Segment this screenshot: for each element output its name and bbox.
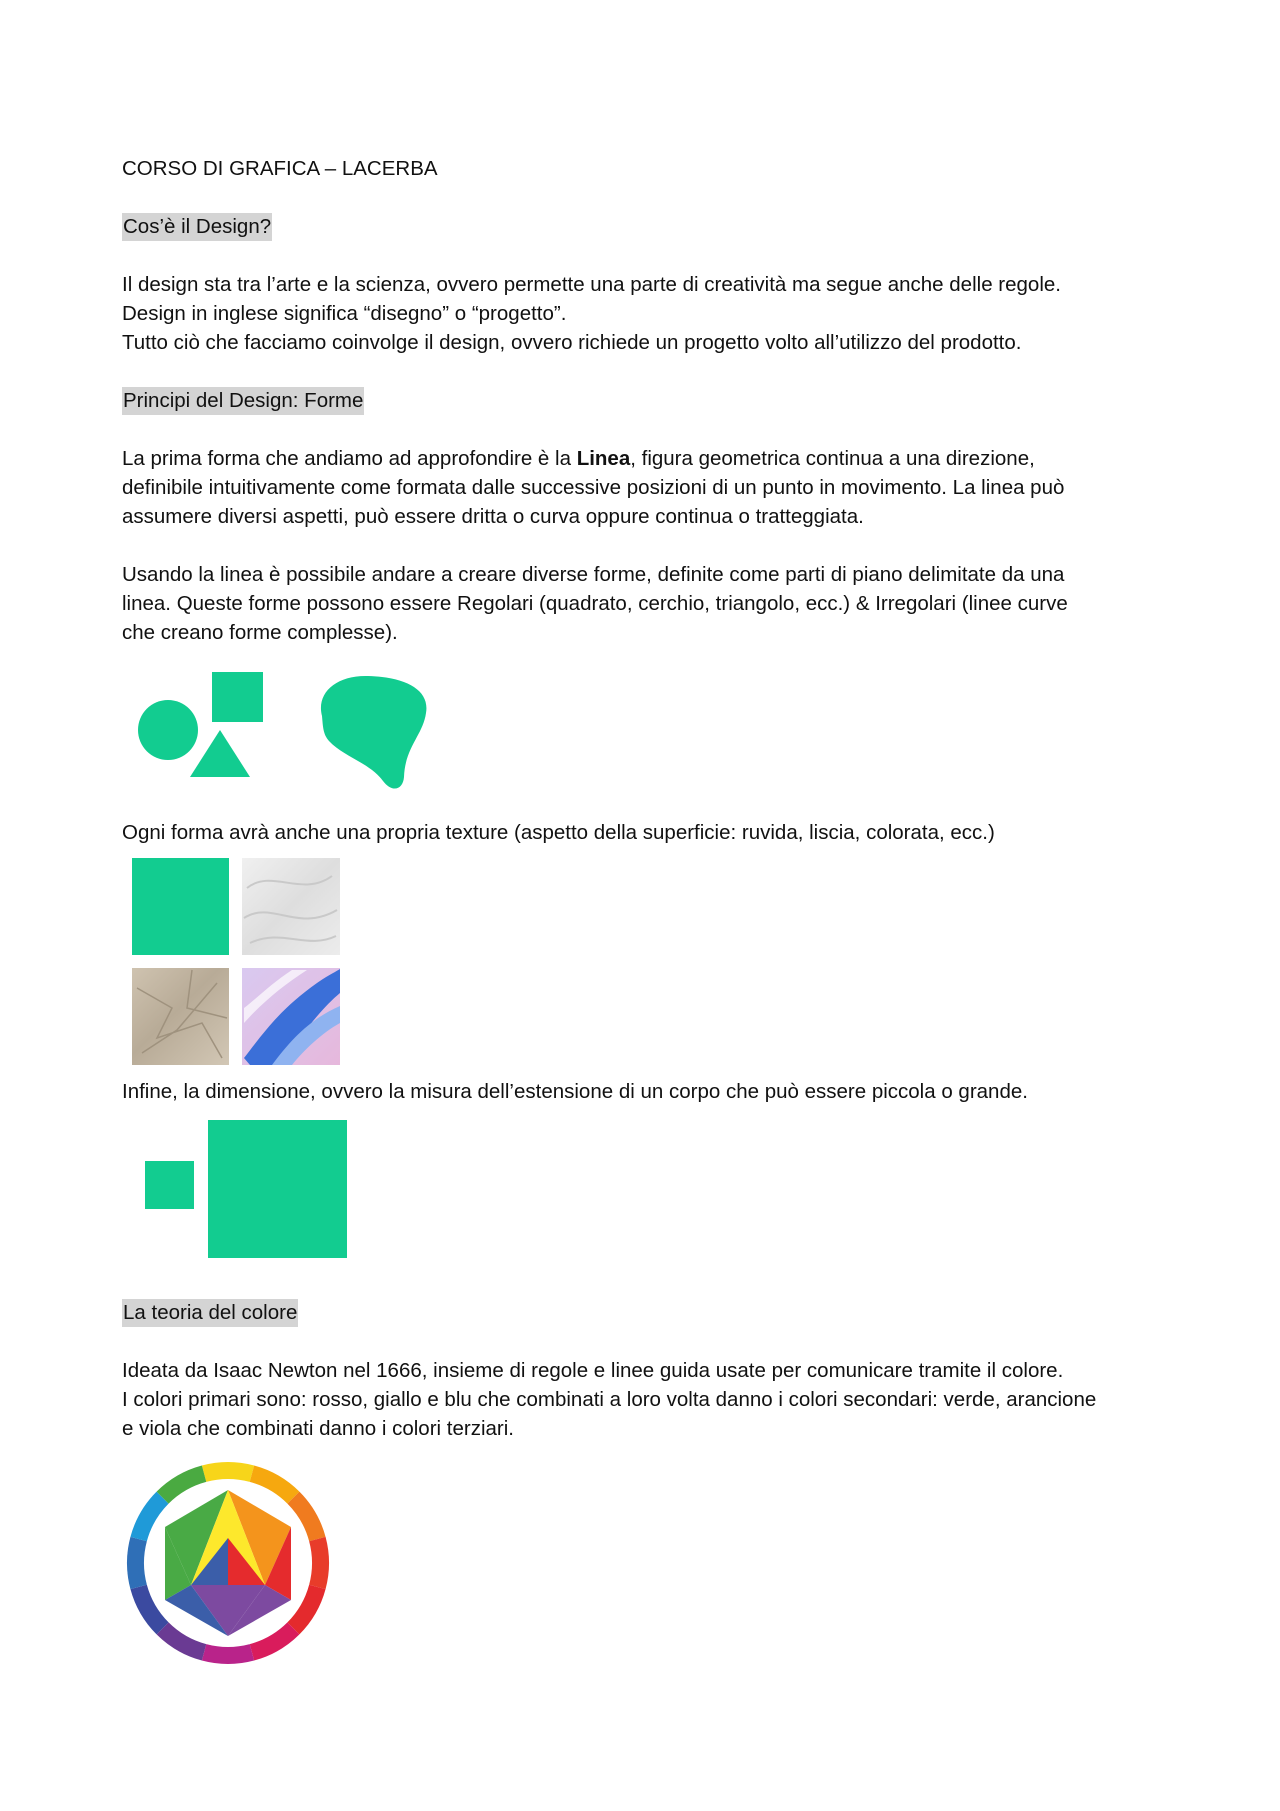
color-wheel-figure: [125, 1460, 335, 1670]
paragraph-line: Ogni forma avrà anche una propria texture (aspetto della superficie: ruvida, liscia, colorata, ecc.): [122, 821, 995, 844]
paragraph-line: Il design sta tra l’arte e la scienza, ovvero permette una parte di creatività ma segue anche delle regole.: [122, 273, 1061, 296]
paragraph-line: I colori primari sono: rosso, giallo e blu che combinati a loro volta danno i colori secondari: verde, arancione: [122, 1388, 1097, 1411]
square-shape: [212, 672, 263, 722]
text-run: La prima forma che andiamo ad approfondire è la: [122, 447, 577, 470]
paragraph-line: assumere diversi aspetti, può essere dritta o curva oppure continua o tratteggiata.: [122, 505, 864, 528]
color-wheel-segment: [127, 1537, 147, 1589]
color-wheel-segment: [202, 1644, 254, 1664]
heading-design-principles: [122, 386, 364, 415]
paragraph-line: e viola che combinati danno i colori terziari.: [122, 1417, 514, 1440]
paragraph-line: che creano forme complesse).: [122, 621, 398, 644]
color-wheel-segment: [309, 1537, 329, 1589]
paragraph-line: Usando la linea è possibile andare a creare diverse forme, definite come parti di piano delimitate da una: [122, 563, 1065, 586]
heading-highlight: La teoria del colore: [122, 1299, 298, 1327]
textures-figure: [132, 858, 344, 1068]
paragraph-line: [122, 444, 1035, 473]
dimension-figure: [145, 1115, 350, 1260]
triangle-shape: [190, 730, 250, 777]
heading-highlight: Cos’è il Design?: [122, 213, 272, 241]
small-square: [145, 1161, 194, 1209]
bold-term-linea: Linea: [576, 447, 631, 470]
text-run: , figura geometrica continua a una direzione,: [630, 447, 1035, 470]
heading-color-theory: [122, 1298, 298, 1327]
paragraph-line: Infine, la dimensione, ovvero la misura dell’estensione di un corpo che può essere piccola o grande.: [122, 1080, 1028, 1103]
irregular-blob-shape: [321, 676, 426, 789]
paragraph-line: Design in inglese significa “disegno” o “progetto”.: [122, 302, 567, 325]
paragraph-line: Ideata da Isaac Newton nel 1666, insieme di regole e linee guida usate per comunicare tramite il colore.: [122, 1359, 1064, 1382]
color-wheel-segment: [202, 1462, 254, 1482]
texture-marble-color: [242, 968, 340, 1065]
circle-shape: [138, 700, 198, 760]
document-title: CORSO DI GRAFICA – LACERBA: [122, 157, 438, 180]
texture-rough-white: [242, 858, 340, 955]
paragraph-line: definibile intuitivamente come formata dalle successive posizioni di un punto in movimento. La linea può: [122, 476, 1065, 499]
paragraph-line: linea. Queste forme possono essere Regolari (quadrato, cerchio, triangolo, ecc.) & Irregolari (linee curve: [122, 592, 1068, 615]
texture-smooth-color: [132, 858, 229, 955]
shapes-figure: [130, 665, 450, 805]
texture-crumpled-paper: [132, 968, 229, 1065]
large-square: [208, 1120, 347, 1258]
paragraph-line: Tutto ciò che facciamo coinvolge il design, ovvero richiede un progetto volto all’utilizzo del prodotto.: [122, 331, 1022, 354]
heading-highlight: Principi del Design: Forme: [122, 387, 364, 415]
heading-what-is-design: [122, 212, 272, 241]
